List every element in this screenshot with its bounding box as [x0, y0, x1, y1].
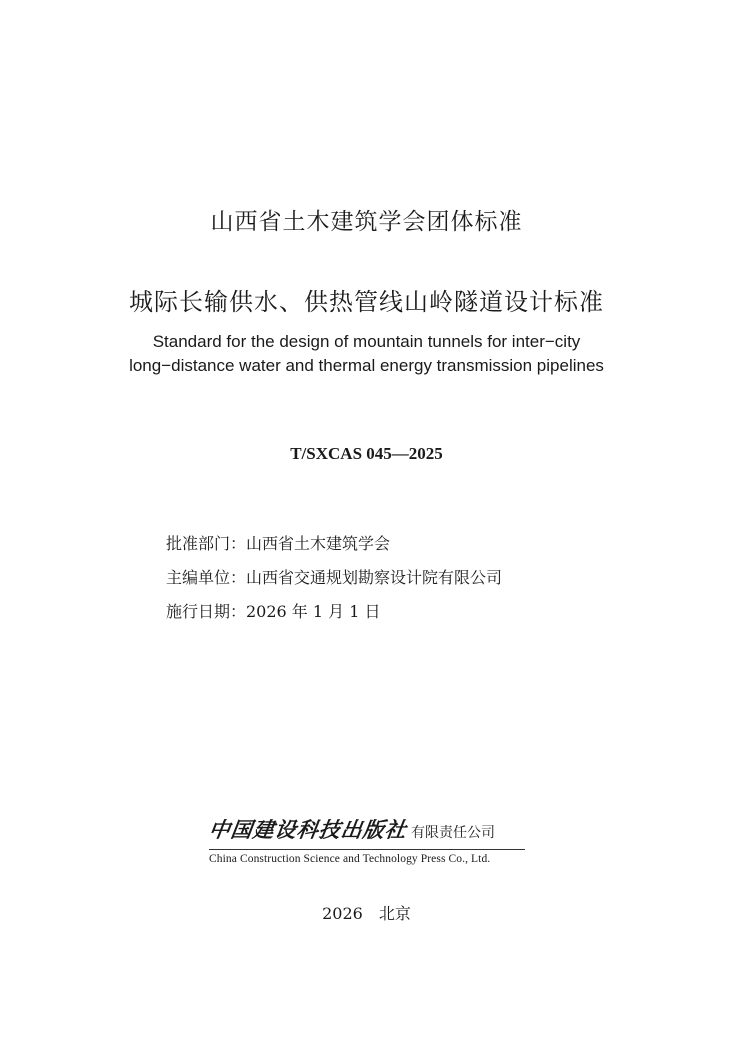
effective-date: 施行日期：2026 年 1 月 1 日 — [166, 602, 381, 621]
standard-title-cn: 城际长输供水、供热管线山岭隧道设计标准 — [129, 288, 604, 316]
standard-title-en-line2: long−distance water and thermal energy transmission pipelines — [129, 356, 604, 375]
publisher-logo: 中国建设科技出版社 — [207, 817, 409, 842]
chief-editor-unit: 主编单位：山西省交通规划勘察设计院有限公司 — [166, 568, 503, 587]
org-title: 山西省土木建筑学会团体标准 — [210, 209, 523, 235]
publisher-divider — [209, 849, 525, 850]
approval-department: 批准部门：山西省土木建筑学会 — [166, 534, 391, 553]
standard-meta — [166, 527, 502, 629]
publisher-name-cn — [209, 814, 525, 844]
publication-year-place: 2026 北京 — [322, 904, 411, 923]
publisher-name-en: China Construction Science and Technology Press Co., Ltd. — [209, 853, 491, 865]
standard-title-en-line1: Standard for the design of mountain tunnels for inter−city — [152, 332, 581, 351]
publisher-suffix: 有限责任公司 — [411, 825, 495, 841]
standard-code: T/SXCAS 045—2025 — [290, 444, 443, 463]
publisher-block — [209, 814, 525, 865]
standard-title-en — [0, 330, 733, 378]
